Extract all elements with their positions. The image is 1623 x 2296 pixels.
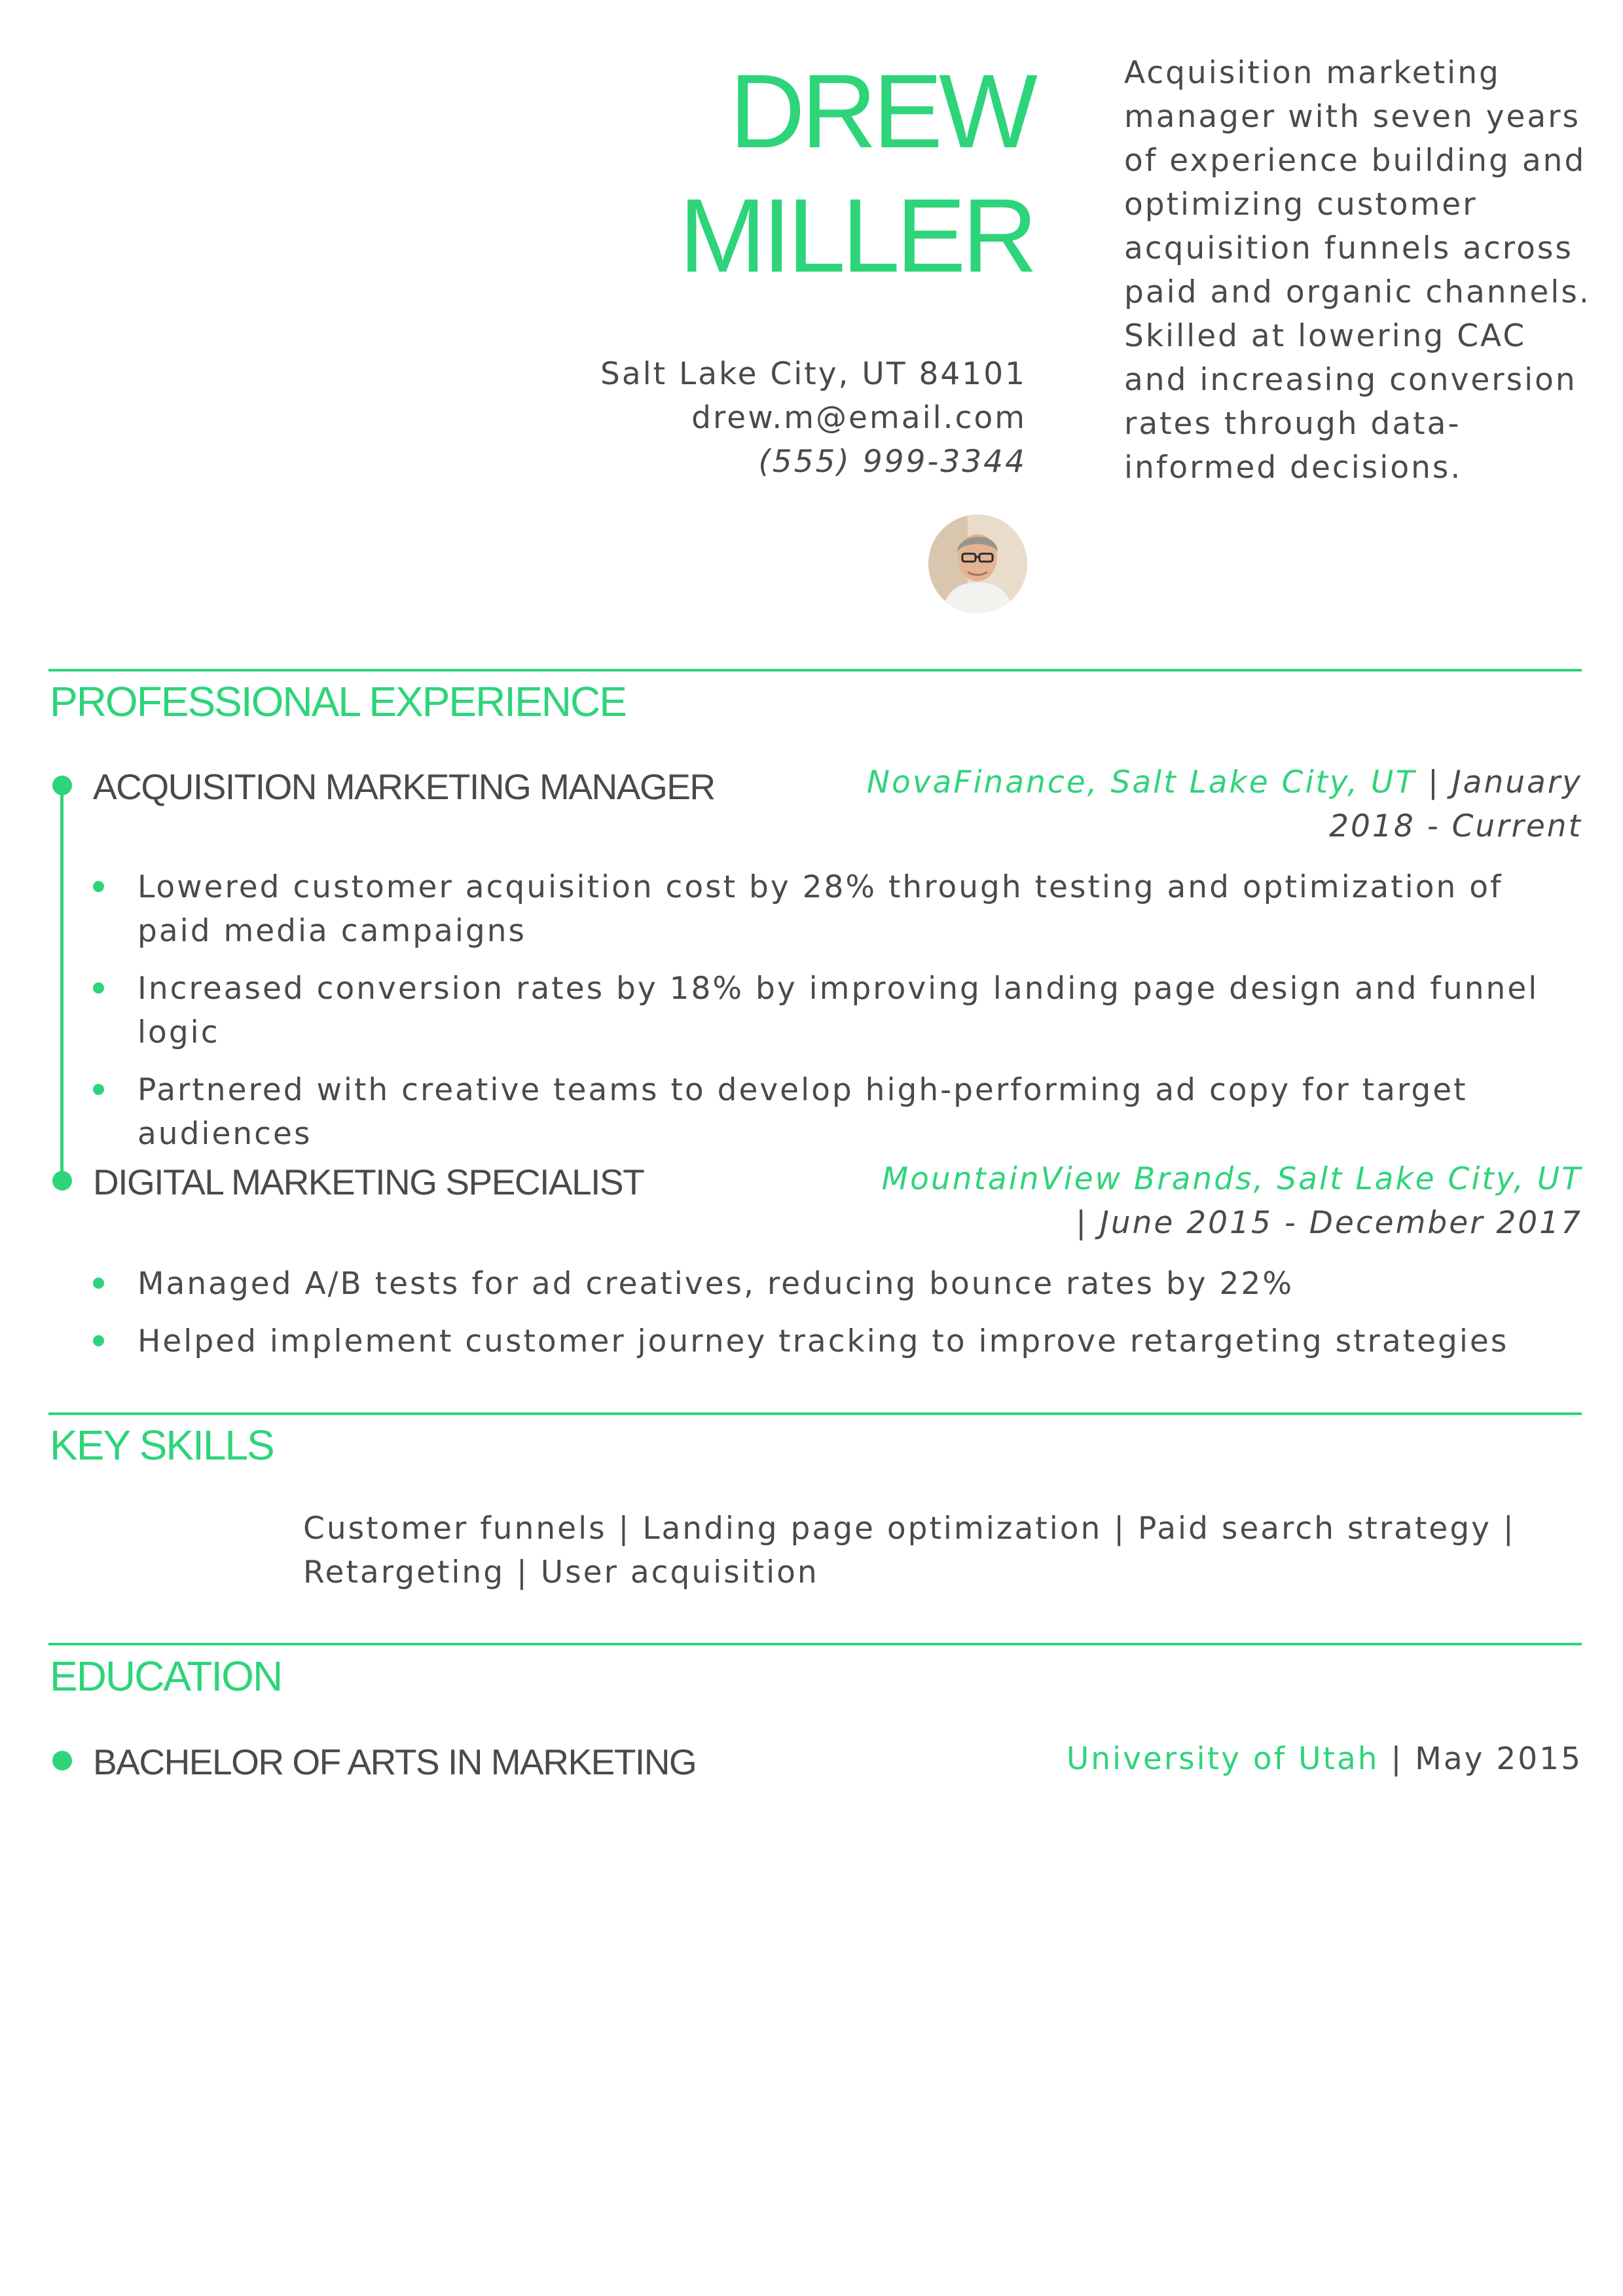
timeline-dot	[52, 1751, 72, 1770]
bullet-text: Increased conversion rates by 18% by improving landing page design and funnel logic	[137, 971, 1539, 1050]
separator: |	[1416, 764, 1452, 800]
graduation-date: May 2015	[1415, 1741, 1582, 1777]
bullet-dot-icon	[93, 1084, 104, 1095]
email[interactable]: drew.m@email.com	[691, 400, 1027, 436]
job-meta	[862, 1157, 1582, 1245]
timeline-line	[60, 785, 64, 1178]
job-meta	[862, 761, 1582, 848]
profile-photo-icon	[928, 514, 1027, 613]
job-bullets	[93, 865, 1579, 1170]
skills-list: Customer funnels | Landing page optimization | Paid search strategy | Retargeting | User acquisition	[303, 1511, 1516, 1590]
bullet-text: Lowered customer acquisition cost by 28% through testing and optimization of paid media campaigns	[137, 869, 1503, 949]
bullet-text: Partnered with creative teams to develop high-performing ad copy for target audiences	[137, 1072, 1468, 1152]
list-item	[93, 1319, 1579, 1363]
section-divider	[48, 1412, 1582, 1415]
timeline-dot	[52, 776, 72, 795]
phone[interactable]: (555) 999-3344	[758, 444, 1027, 480]
company-name: NovaFinance, Salt Lake City, UT	[866, 764, 1417, 800]
bullet-dot-icon	[93, 1278, 104, 1289]
job-bullets	[93, 1262, 1579, 1377]
separator: |	[1379, 1741, 1415, 1777]
school-name: University of Utah	[1066, 1741, 1379, 1777]
job-dates: June 2015 - December 2017	[1099, 1205, 1582, 1241]
section-divider	[48, 669, 1582, 672]
job-title: ACQUISITION MARKETING MANAGER	[93, 766, 715, 807]
summary: Acquisition marketing manager with seven years of experience building and optimizing customer acquisition funnels across paid and organic channels. Skilled at lowering CAC and increasing conversion rates through data-informed decisions.	[1124, 55, 1591, 486]
timeline-dot	[52, 1171, 72, 1191]
bullet-text: Helped implement customer journey tracking to improve retargeting strategies	[137, 1323, 1509, 1359]
section-title-experience: PROFESSIONAL EXPERIENCE	[50, 678, 626, 725]
list-item	[93, 1068, 1579, 1156]
bullet-dot-icon	[93, 982, 104, 994]
profile-photo	[928, 514, 1027, 613]
section-title-skills: KEY SKILLS	[50, 1422, 274, 1469]
section-divider	[48, 1643, 1582, 1645]
job-dates: January 2018 - Current	[1329, 764, 1582, 844]
list-item	[93, 967, 1579, 1054]
list-item	[93, 865, 1579, 953]
first-name: DREW	[729, 52, 1034, 170]
job-title: DIGITAL MARKETING SPECIALIST	[93, 1162, 644, 1202]
bullet-text: Managed A/B tests for ad creatives, reducing bounce rates by 22%	[137, 1266, 1294, 1302]
education-meta	[1067, 1741, 1582, 1777]
degree-title: BACHELOR OF ARTS IN MARKETING	[93, 1742, 697, 1782]
last-name: MILLER	[679, 177, 1034, 294]
company-name: MountainView Brands, Salt Lake City, UT	[881, 1161, 1582, 1197]
bullet-dot-icon	[93, 881, 104, 892]
bullet-dot-icon	[93, 1335, 104, 1346]
separator: |	[1076, 1205, 1100, 1241]
section-title-education: EDUCATION	[50, 1653, 282, 1700]
list-item	[93, 1262, 1579, 1306]
address: Salt Lake City, UT 84101	[600, 356, 1027, 392]
